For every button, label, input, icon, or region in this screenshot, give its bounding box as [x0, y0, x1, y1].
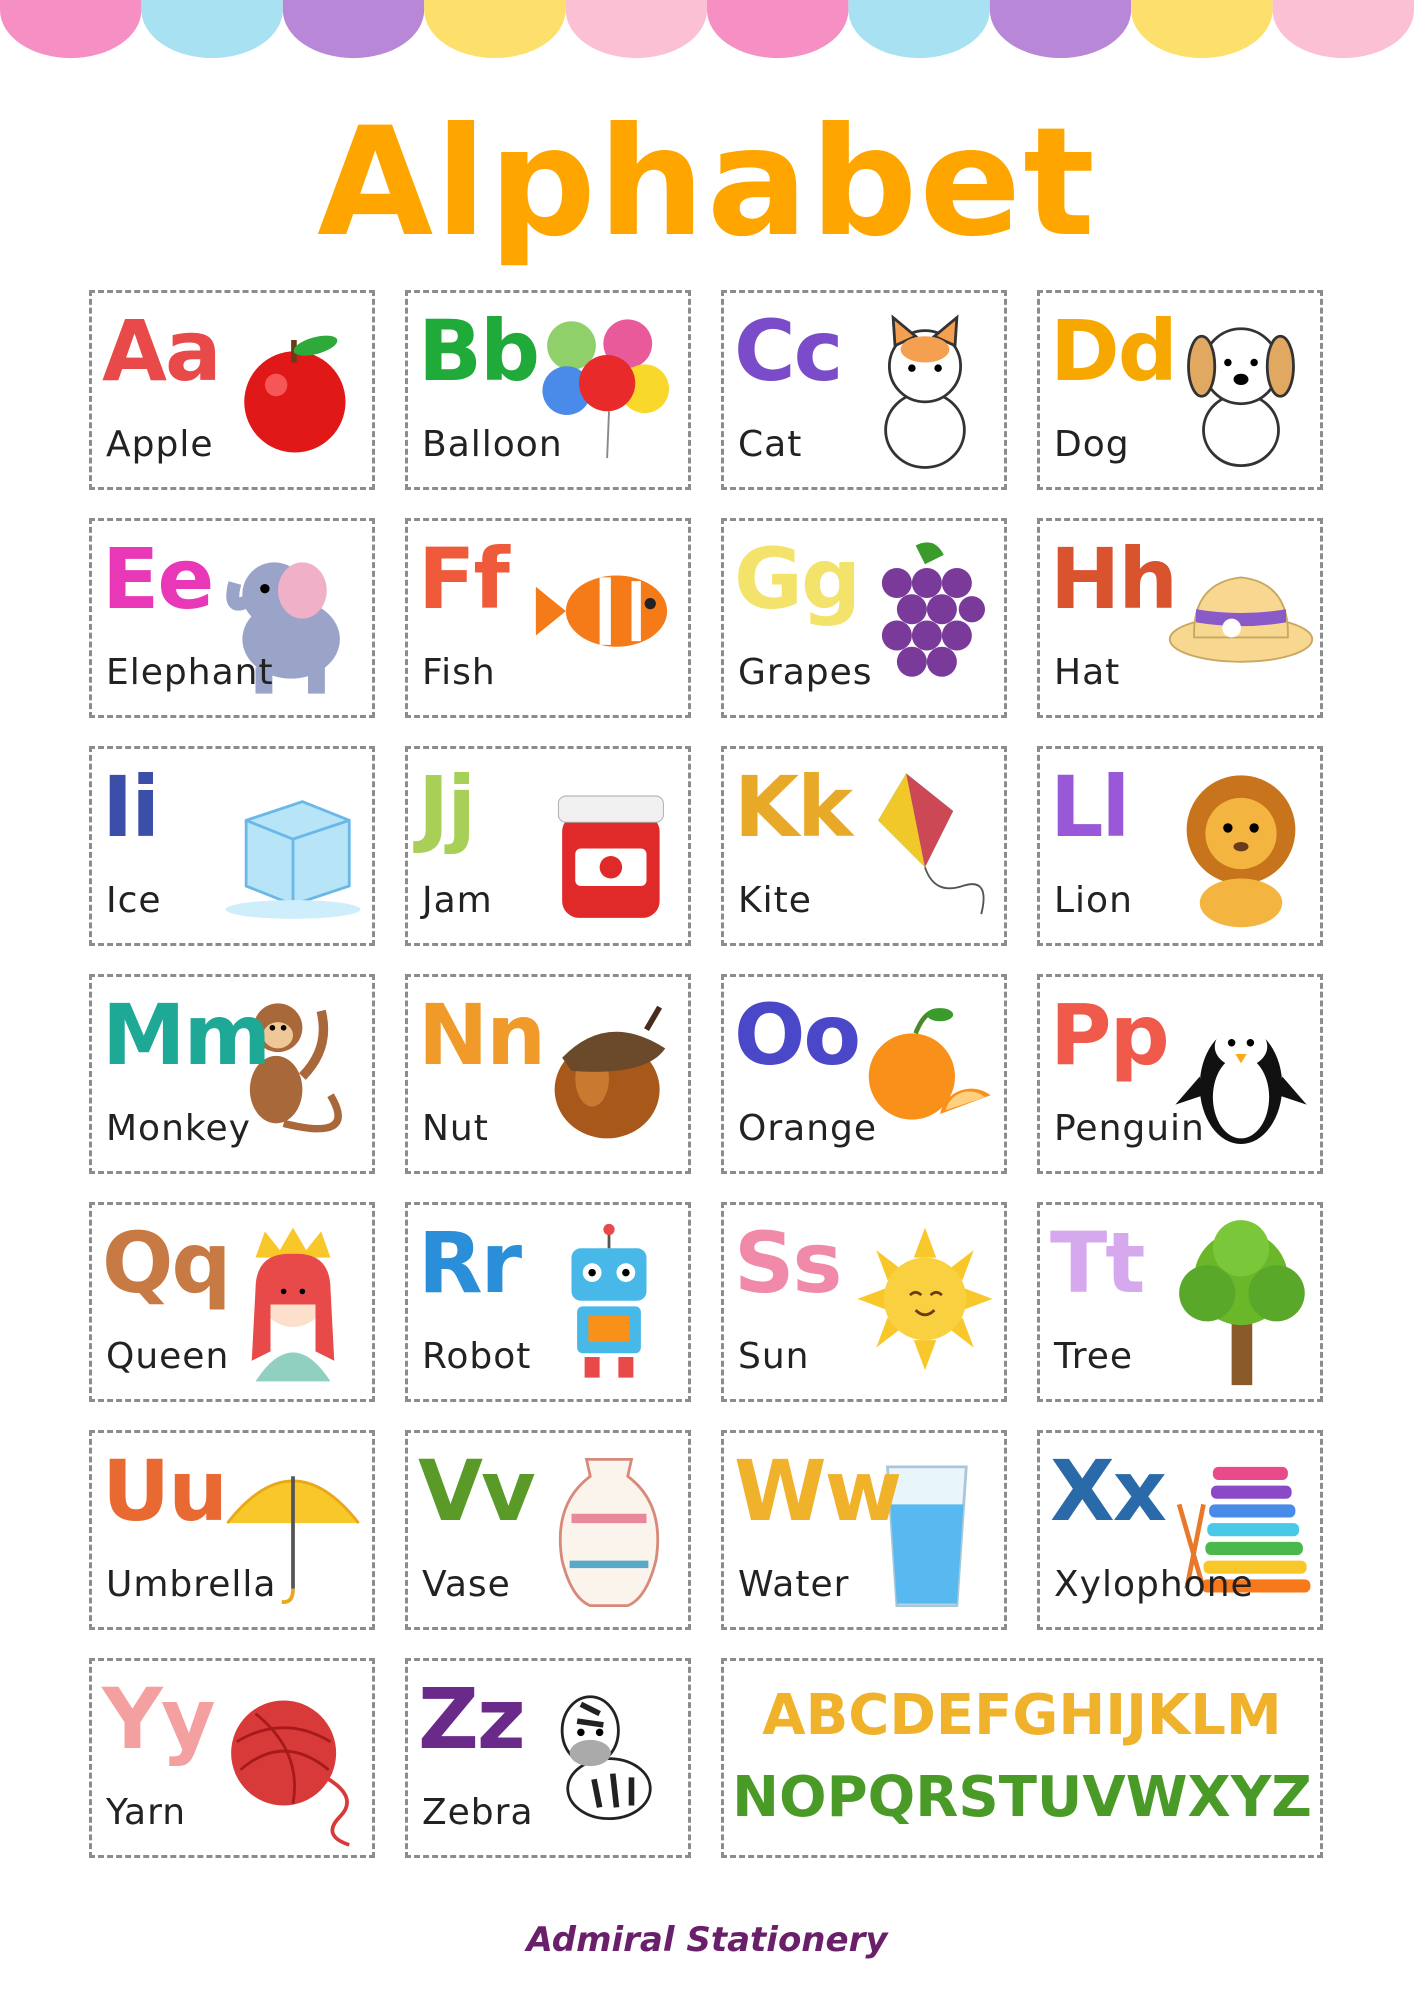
card-word: Yarn [106, 1792, 187, 1833]
card-word: Fish [422, 652, 496, 693]
card-letters: Hh [1050, 530, 1177, 628]
card-word: Tree [1054, 1336, 1134, 1377]
card-word: Vase [422, 1564, 511, 1605]
card-letters: Zz [418, 1670, 524, 1768]
card-word: Dog [1054, 424, 1130, 465]
card-word: Elephant [106, 652, 274, 693]
kite-icon [850, 761, 1000, 936]
page-title: Alphabet [317, 96, 1097, 270]
jam-jar-icon [534, 761, 684, 936]
brand-footer: Admiral Stationery [526, 1920, 888, 1960]
uppercase-line-2: NOPQRSTUVWXYZ [732, 1765, 1312, 1830]
card-word: Orange [738, 1108, 878, 1149]
card-letters: Qq [102, 1214, 230, 1312]
card-letters: Mm [102, 986, 270, 1084]
card-word: Robot [422, 1336, 532, 1377]
card-letters: Ll [1050, 758, 1129, 856]
card-letters: Dd [1050, 302, 1176, 400]
card-word: Zebra [422, 1792, 534, 1833]
lion-icon [1166, 761, 1316, 936]
letter-card-apple [89, 290, 375, 490]
letter-card-hat [1037, 518, 1323, 718]
alphabet-grid [89, 290, 1325, 1858]
scallop [141, 0, 282, 58]
letter-card-dog [1037, 290, 1323, 490]
letter-card-orange [721, 974, 1007, 1174]
hat-icon [1166, 533, 1316, 708]
card-letters: Xx [1050, 1442, 1165, 1540]
uppercase-line-1: ABCDEFGHIJKLM [762, 1683, 1282, 1748]
letter-card-water [721, 1430, 1007, 1630]
letter-card-grapes [721, 518, 1007, 718]
card-word: Nut [422, 1108, 489, 1149]
cat-icon [850, 305, 1000, 480]
card-word: Penguin [1054, 1108, 1205, 1149]
card-letters: Tt [1050, 1214, 1144, 1312]
card-letters: Aa [102, 302, 220, 400]
zebra-icon [534, 1673, 684, 1848]
alphabet-summary-card [721, 1658, 1323, 1858]
card-word: Balloon [422, 424, 563, 465]
tree-icon [1166, 1217, 1316, 1392]
card-letters: Ee [102, 530, 213, 628]
card-word: Water [738, 1564, 850, 1605]
letter-card-elephant [89, 518, 375, 718]
card-letters: Ff [418, 530, 508, 628]
scallop [566, 0, 707, 58]
letter-card-fish [405, 518, 691, 718]
scallop [707, 0, 848, 58]
letter-card-lion [1037, 746, 1323, 946]
letter-card-tree [1037, 1202, 1323, 1402]
card-letters: Bb [418, 302, 539, 400]
card-word: Grapes [738, 652, 873, 693]
letter-card-yarn [89, 1658, 375, 1858]
dog-icon [1166, 305, 1316, 480]
queen-icon [218, 1217, 368, 1392]
letter-card-umbrella [89, 1430, 375, 1630]
card-letters: Pp [1050, 986, 1168, 1084]
card-letters: Oo [734, 986, 860, 1084]
letter-card-zebra [405, 1658, 691, 1858]
robot-icon [534, 1217, 684, 1392]
letter-card-xylophone [1037, 1430, 1323, 1630]
scallop [1131, 0, 1272, 58]
letter-card-cat [721, 290, 1007, 490]
card-letters: Ii [102, 758, 159, 856]
letter-card-robot [405, 1202, 691, 1402]
scallop [0, 0, 141, 58]
card-letters: Gg [734, 530, 860, 628]
scallop [990, 0, 1131, 58]
letter-card-sun [721, 1202, 1007, 1402]
apple-icon [218, 305, 368, 480]
card-word: Umbrella [106, 1564, 277, 1605]
scallop [424, 0, 565, 58]
scalloped-border [0, 0, 1414, 90]
card-word: Queen [106, 1336, 230, 1377]
yarn-ball-icon [218, 1673, 368, 1848]
card-word: Cat [738, 424, 803, 465]
card-word: Ice [106, 880, 162, 921]
fish-icon [534, 533, 684, 708]
scallop [1273, 0, 1414, 58]
letter-card-queen [89, 1202, 375, 1402]
acorn-icon [534, 989, 684, 1164]
ice-cube-icon [218, 761, 368, 936]
card-word: Apple [106, 424, 214, 465]
card-word: Xylophone [1054, 1564, 1254, 1605]
card-letters: Ss [734, 1214, 841, 1312]
card-word: Monkey [106, 1108, 251, 1149]
card-word: Jam [422, 880, 493, 921]
card-letters: Vv [418, 1442, 534, 1540]
letter-card-jam [405, 746, 691, 946]
letter-card-nut [405, 974, 691, 1174]
scallop [848, 0, 989, 58]
card-letters: Yy [102, 1670, 214, 1768]
card-letters: Uu [102, 1442, 227, 1540]
card-letters: Ww [734, 1442, 901, 1540]
card-letters: Kk [734, 758, 851, 856]
card-word: Kite [738, 880, 812, 921]
card-word: Hat [1054, 652, 1121, 693]
letter-card-vase [405, 1430, 691, 1630]
letter-card-balloon [405, 290, 691, 490]
letter-card-ice [89, 746, 375, 946]
letter-card-kite [721, 746, 1007, 946]
letter-card-monkey [89, 974, 375, 1174]
scallop [283, 0, 424, 58]
card-letters: Rr [418, 1214, 521, 1312]
card-letters: Cc [734, 302, 842, 400]
card-word: Sun [738, 1336, 810, 1377]
card-letters: Nn [418, 986, 545, 1084]
vase-icon [534, 1445, 684, 1620]
sun-icon [850, 1217, 1000, 1392]
card-word: Lion [1054, 880, 1133, 921]
letter-card-penguin [1037, 974, 1323, 1174]
card-letters: Jj [418, 758, 475, 856]
